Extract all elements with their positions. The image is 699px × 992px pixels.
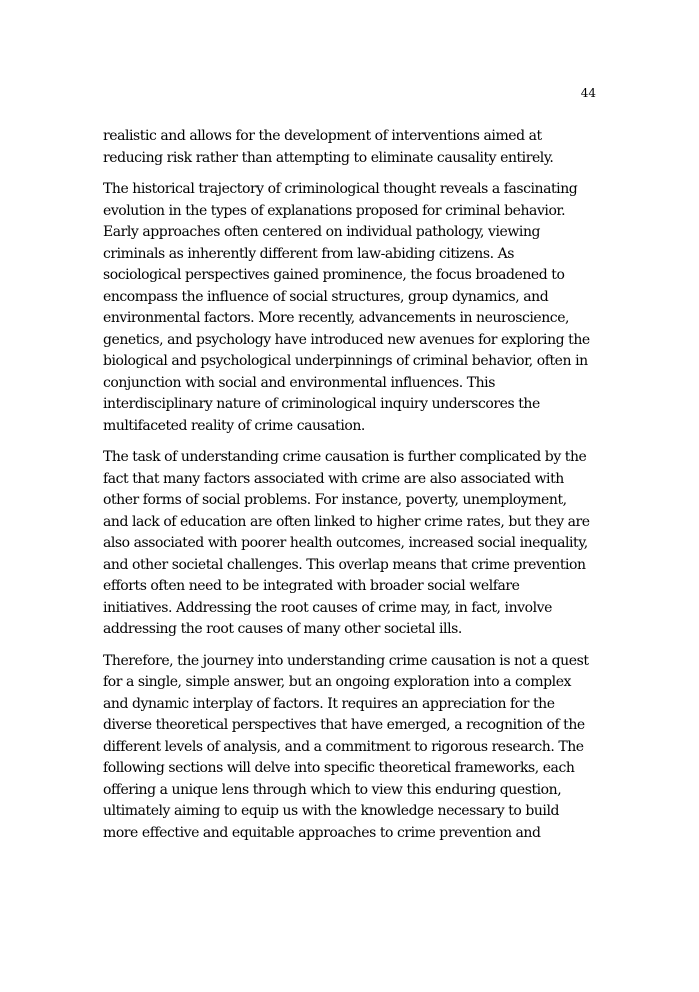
text-line: and lack of education are often linked to higher crime rates, but they are — [103, 513, 590, 530]
text-line: ultimately aiming to equip us with the knowledge necessary to build — [103, 803, 559, 819]
text-line: The task of understanding crime causation is further complicated by the — [103, 449, 587, 465]
text-line: also associated with poorer health outcomes, increased social inequality, — [103, 535, 588, 551]
text-line: and dynamic interplay of factors. It requires an appreciation for the — [103, 695, 555, 712]
text-line: efforts often need to be integrated with broader social welfare — [103, 578, 520, 594]
page-number: 44 — [580, 86, 596, 100]
text-line: and other societal challenges. This overlap means that crime prevention — [103, 556, 586, 573]
text-line: other forms of social problems. For instance, poverty, unemployment, — [103, 492, 567, 508]
text-line: different levels of analysis, and a commitment to rigorous research. The — [103, 738, 584, 755]
text-line: more effective and equitable approaches to crime prevention and — [103, 824, 541, 841]
paragraph-1 — [103, 126, 599, 169]
text-line: Therefore, the journey into understanding crime causation is not a quest — [103, 652, 589, 669]
text-line: The historical trajectory of criminological thought reveals a fascinating — [103, 181, 578, 197]
text-line: initiatives. Addressing the root causes of crime may, in fact, involve — [103, 599, 552, 616]
text-line: criminals as inherently different from law-abiding citizens. As — [103, 245, 514, 262]
text-line: following sections will delve into specific theoretical frameworks, each — [103, 760, 575, 776]
text-line: reducing risk rather than attempting to eliminate causality entirely. — [103, 149, 554, 166]
text-line: evolution in the types of explanations proposed for criminal behavior. — [103, 202, 566, 219]
text-line: diverse theoretical perspectives that have emerged, a recognition of the — [103, 717, 585, 733]
text-line: encompass the influence of social structures, group dynamics, and — [103, 288, 549, 305]
text-line: environmental factors. More recently, advancements in neuroscience, — [103, 310, 570, 326]
text-line: multifaceted reality of crime causation. — [103, 417, 365, 434]
text-line: biological and psychological underpinnings of criminal behavior, often in — [103, 353, 588, 369]
text-line: addressing the root causes of many other societal ills. — [103, 621, 462, 637]
text-line: for a single, simple answer, but an ongoing exploration into a complex — [103, 674, 571, 690]
text-line: Early approaches often centered on individual pathology, viewing — [103, 224, 541, 240]
text-line: genetics, and psychology have introduced new avenues for exploring the — [103, 331, 590, 348]
text-line: conjunction with social and environmental influences. This — [103, 374, 495, 391]
paragraph-3 — [103, 447, 599, 641]
text-line: interdisciplinary nature of criminological inquiry underscores the — [103, 396, 540, 412]
text-line: fact that many factors associated with crime are also associated with — [103, 470, 564, 487]
text-line: realistic and allows for the development of interventions aimed at — [103, 128, 542, 144]
text-line: offering a unique lens through which to view this enduring question, — [103, 781, 562, 798]
paragraph-4 — [103, 651, 599, 845]
paragraph-2 — [103, 179, 599, 437]
text-line: sociological perspectives gained prominence, the focus broadened to — [103, 267, 565, 283]
body-text — [103, 126, 599, 854]
